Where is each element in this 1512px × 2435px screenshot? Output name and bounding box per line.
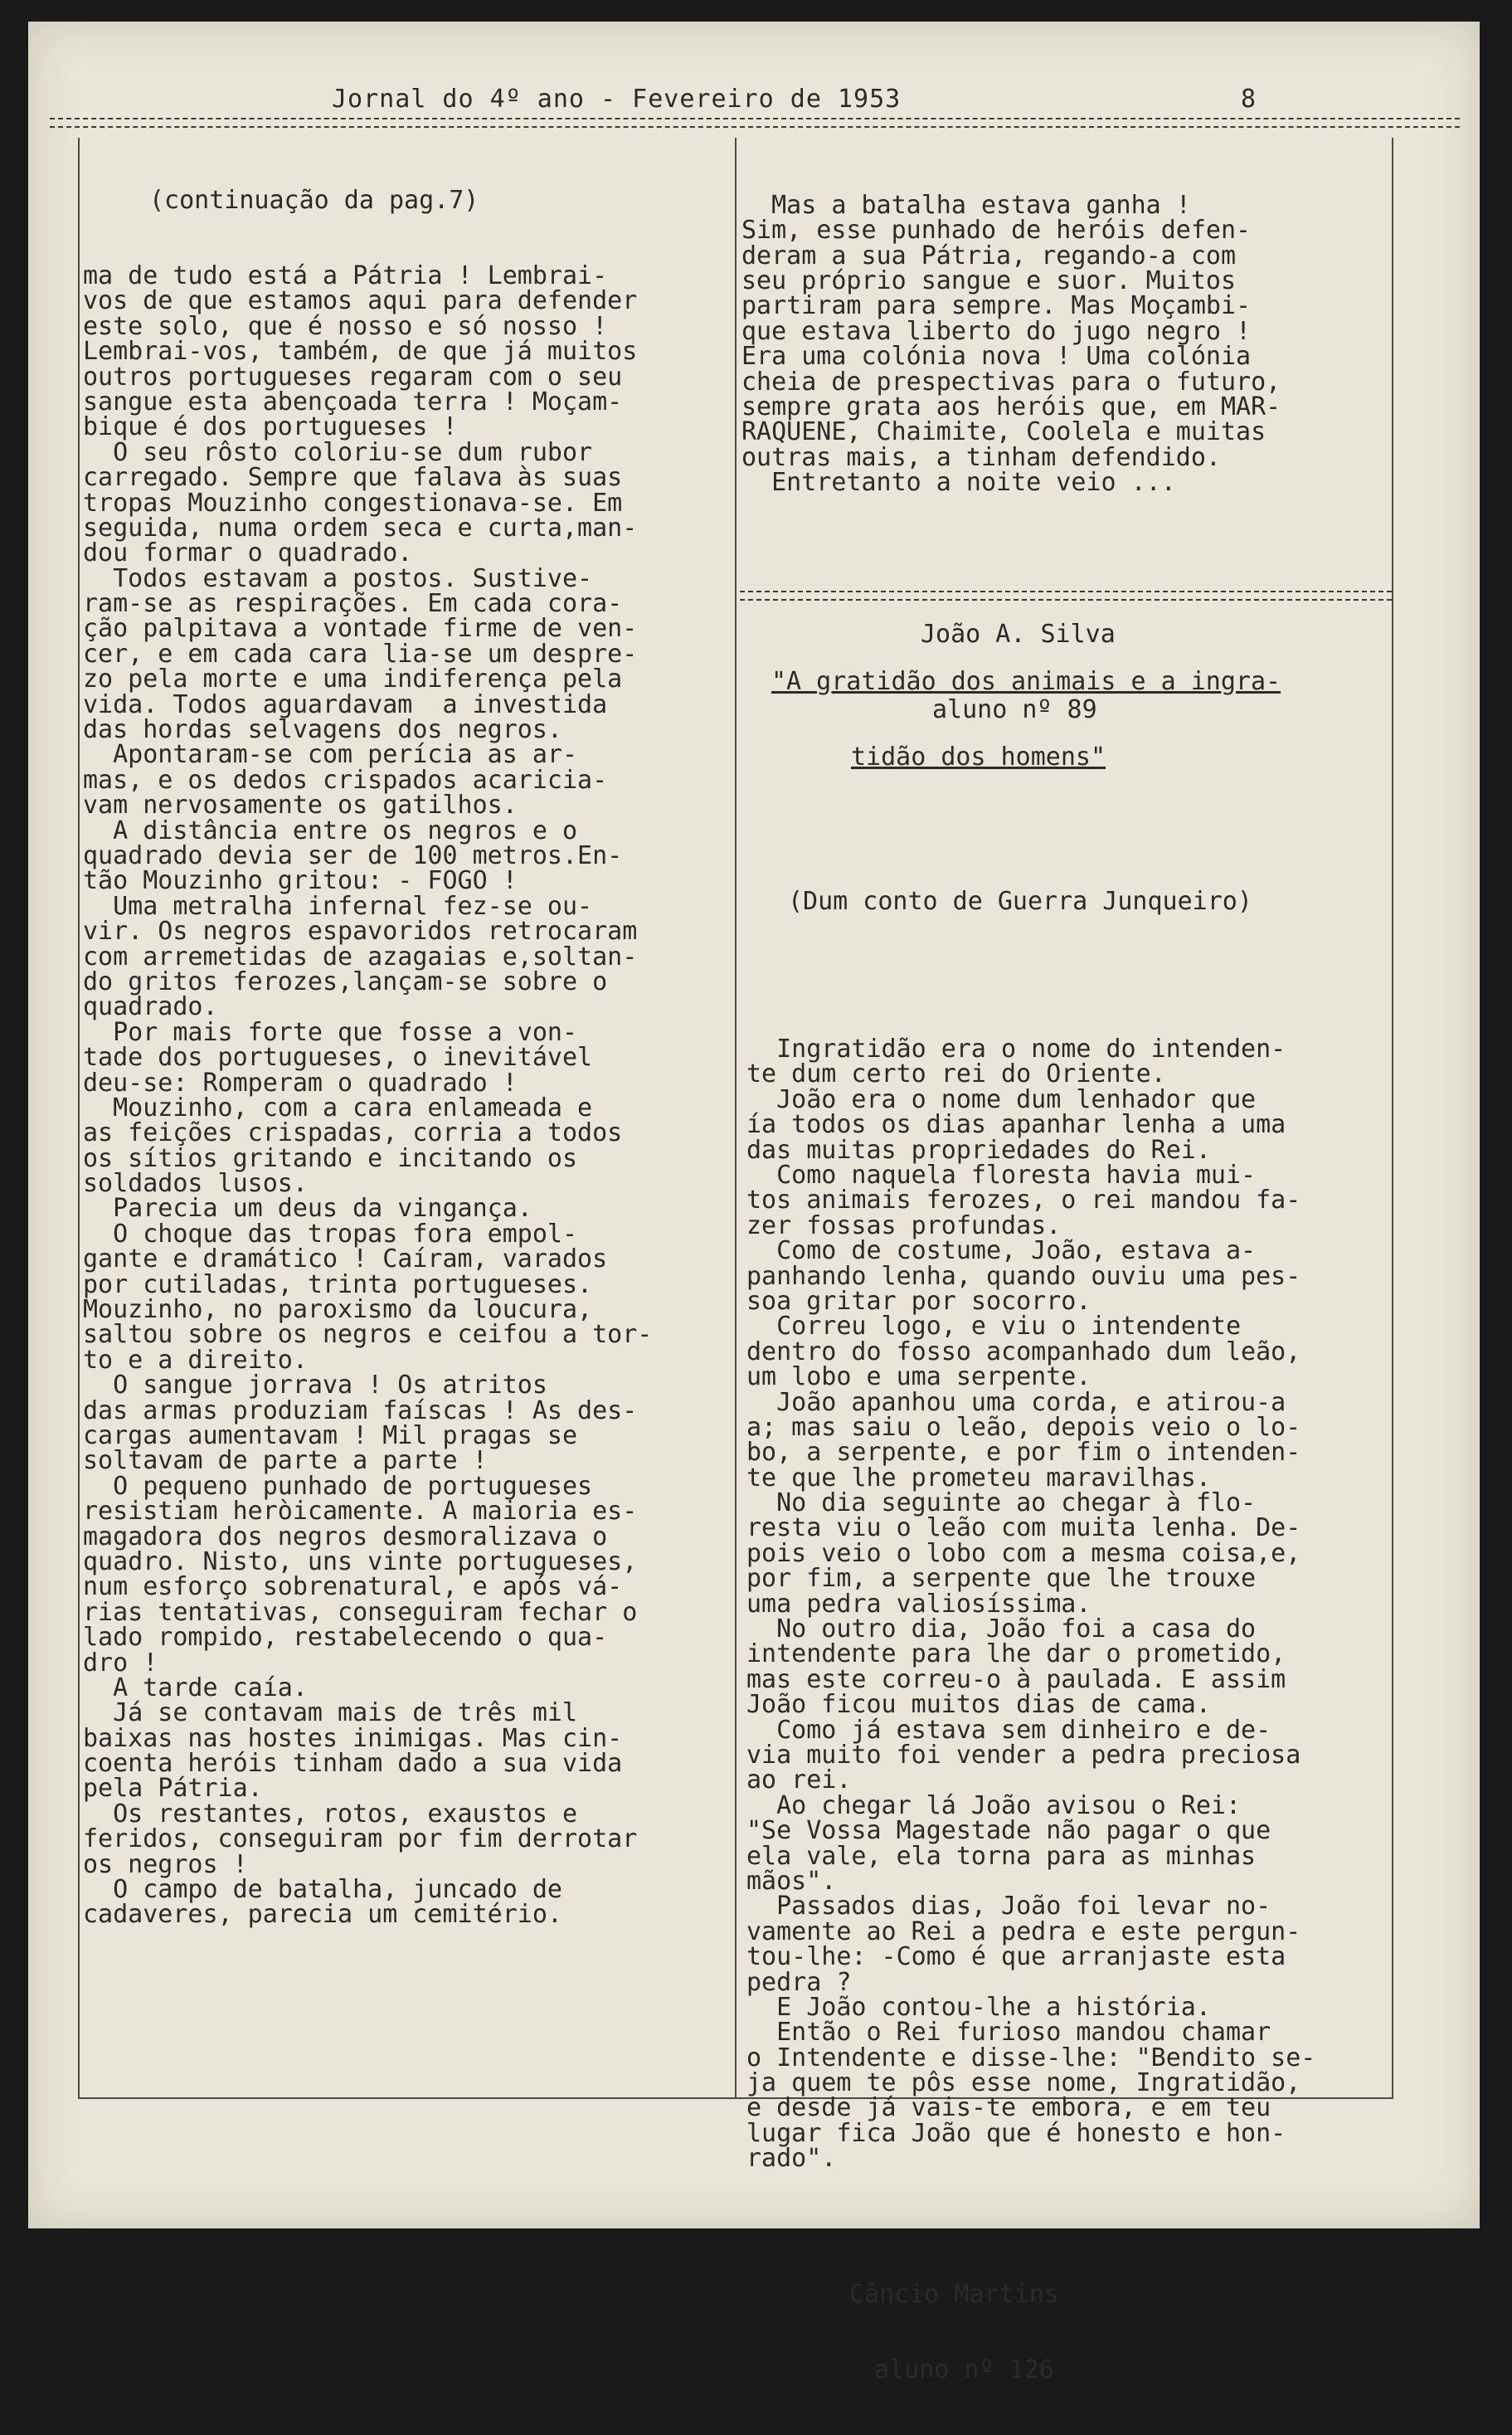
story-line: Como já estava sem dinheiro e de- [746, 1715, 1271, 1745]
page-number: 8 [1241, 85, 1257, 114]
right-top-line: outras mais, a tinham defendido. [741, 442, 1221, 472]
left-border [78, 138, 80, 2097]
story-line: soa gritar por socorro. [746, 1286, 1091, 1316]
story-line: a; mas saiu o leão, depois veio o lo- [746, 1412, 1301, 1442]
signature-name-1: João A. Silva [921, 619, 1116, 649]
left-column-line: soltavam de parte a parte ! [83, 1446, 488, 1476]
left-column-line: os negros ! [83, 1849, 248, 1879]
story-line: te que lhe prometeu maravilhas. [746, 1463, 1211, 1493]
story-line: dentro do fosso acompanhado dum leão, [746, 1337, 1301, 1366]
left-column-line: tade dos portugueses, o inevitável [83, 1043, 593, 1073]
left-column-line: soldados lusos. [83, 1169, 308, 1199]
left-column-line: magadora dos negros desmoralizava o [83, 1522, 608, 1551]
left-column-line: Lembrai-vos, também, de que já muitos [83, 337, 638, 367]
story-line: No dia seguinte ao chegar à flo- [746, 1488, 1257, 1518]
story-title-line1: "A gratidão dos animais e a ingra- [771, 666, 1281, 696]
story-line: ja quem te pôs esse nome, Ingratidão, [746, 2068, 1301, 2098]
section-divider [740, 591, 1392, 592]
left-column-line: Por mais forte que fosse a von- [83, 1017, 578, 1047]
right-bottom-article [746, 619, 1393, 2434]
story-line: ela vale, ela torna para as minhas [746, 1841, 1257, 1871]
left-column-line: ma de tudo está a Pátria ! Lembrai- [83, 261, 608, 291]
left-column-line: os sítios gritando e incitando os [83, 1143, 578, 1173]
story-line: Passados dias, João foi levar no- [746, 1892, 1271, 1921]
left-column-line: cadaveres, parecia um cemitério. [83, 1900, 562, 1930]
left-column-line: das armas produziam faíscas ! As des- [83, 1395, 638, 1425]
left-column-line: Os restantes, rotos, exaustos e [83, 1799, 578, 1829]
left-column-line: Uma metralha infernal fez-se ou- [83, 891, 593, 921]
page-header [28, 85, 1480, 126]
left-column-line: seguida, numa ordem seca e curta,man- [83, 513, 638, 543]
left-column-line: quadrado devia ser de 100 metros.En- [83, 841, 623, 870]
story-line: rado". [746, 2144, 837, 2174]
left-column-line: ção palpitava a vontade firme de ven- [83, 614, 638, 644]
left-column-line: este solo, que é nosso e só nosso ! [83, 311, 608, 341]
story-line: No outro dia, João foi a casa do [746, 1614, 1257, 1644]
continuation-note: (continuação da pag.7) [149, 185, 479, 215]
left-column-line: O choque das tropas fora empol- [83, 1219, 578, 1249]
left-column-line: carregado. Sempre que falava às suas [83, 463, 623, 493]
left-column-line: vos de que estamos aqui para defender [83, 286, 638, 316]
story-line: João ficou muitos dias de cama. [746, 1690, 1211, 1720]
left-column-line: tropas Mouzinho congestionava-se. Em [83, 488, 623, 518]
left-column-line: com arremetidas de azagaias e,soltan- [83, 942, 638, 972]
left-column-line: feridos, conseguiram por fim derrotar [83, 1824, 638, 1854]
story-line: tos animais ferozes, o rei mandou fa- [746, 1186, 1301, 1215]
story-line: vamente ao Rei a pedra e este pergun- [746, 1916, 1301, 1946]
story-line: mas este correu-o à paulada. E assim [746, 1664, 1286, 1694]
left-column-line: deu-se: Romperam o quadrado ! [83, 1068, 518, 1098]
left-column-line: cer, e em cada cara lia-se um despre- [83, 639, 638, 669]
left-column-line: das hordas selvagens dos negros. [83, 715, 562, 745]
story-line: por fim, a serpente que lhe trouxe [746, 1564, 1257, 1594]
header-rule-top [50, 118, 1460, 119]
left-column-line: sangue esta abençoada terra ! Moçam- [83, 387, 623, 416]
left-column-line: tão Mouzinho gritou: - FOGO ! [83, 866, 518, 896]
story-line: uma pedra valiosíssima. [746, 1589, 1091, 1619]
story-line: Correu logo, e viu o intendente [746, 1312, 1242, 1342]
right-top-line: Era uma colónia nova ! Uma colónia [741, 342, 1252, 372]
left-column-line: Todos estavam a postos. Sustive- [83, 563, 593, 593]
story-line: bo, a serpente, e por fim o intenden- [746, 1438, 1301, 1468]
left-column-line: Já se contavam mais de três mil [83, 1698, 578, 1728]
story-text [746, 1037, 1393, 2172]
story-line: zer fossas profundas. [746, 1210, 1062, 1240]
story-line: um lobo e uma serpente. [746, 1362, 1091, 1392]
story-line: tou-lhe: -Como é que arranjaste esta [746, 1942, 1286, 1972]
right-top-line: que estava liberto do jugo negro ! [741, 316, 1252, 346]
story-line: "Se Vossa Magestade não pagar o que [746, 1816, 1271, 1846]
left-column-line: O seu rôsto coloriu-se dum rubor [83, 437, 593, 467]
story-line: intendente para lhe dar o prometido, [746, 1639, 1286, 1669]
right-top-line: Entretanto a noite veio ... [741, 468, 1176, 498]
right-top-line: cheia de prespectivas para o futuro, [741, 367, 1281, 397]
left-column-line: rias tentativas, conseguiram fechar o [83, 1597, 638, 1627]
story-line: mãos". [746, 1866, 837, 1896]
left-column-line: Mouzinho, com a cara enlameada e [83, 1093, 593, 1123]
left-column-line: vam nervosamente os gatilhos. [83, 791, 518, 821]
right-top-line: sempre grata aos heróis que, em MAR- [741, 392, 1281, 421]
signature-number-2: aluno nº 126 [874, 2355, 1054, 2385]
story-line: Então o Rei furioso mandou chamar [746, 2018, 1271, 2048]
story-line: das muitas propriedades do Rei. [746, 1135, 1211, 1165]
left-column-line: A distância entre os negros e o [83, 816, 578, 845]
left-column-line: mas, e os dedos crispados acaricia- [83, 765, 608, 795]
left-column-line: to e a direito. [83, 1345, 308, 1375]
story-line: pois veio o lobo com a mesma coisa,e, [746, 1538, 1301, 1568]
signature-number-1: aluno nº 89 [932, 694, 1097, 724]
left-column-line: lado rompido, restabelecendo o qua- [83, 1623, 608, 1653]
header-rule-bottom [50, 126, 1460, 128]
left-column-line: O sangue jorrava ! Os atritos [83, 1371, 547, 1400]
left-column-line: cargas aumentavam ! Mil pragas se [83, 1420, 578, 1450]
left-column-line: dro ! [83, 1648, 158, 1678]
left-column-line: vida. Todos aguardavam a investida [83, 689, 608, 719]
story-line: pedra ? [746, 1967, 852, 1997]
center-divider [735, 138, 737, 2097]
story-line: o Intendente e disse-lhe: "Bendito se- [746, 2043, 1316, 2072]
left-column-line: A tarde caía. [83, 1673, 308, 1702]
left-column-line: do gritos ferozes,lançam-se sobre o [83, 967, 608, 996]
left-column-line: baixas nas hostes inimigas. Mas cin- [83, 1723, 623, 1753]
story-line: panhando lenha, quando ouviu uma pes- [746, 1261, 1301, 1291]
left-column-line: coenta heróis tinham dado a sua vida [83, 1749, 623, 1779]
right-top-text [741, 190, 1388, 498]
story-line: Ingratidão era o nome do intenden- [746, 1035, 1286, 1064]
right-top-line: deram a sua Pátria, regando-a com [741, 241, 1237, 270]
left-column-line: Apontaram-se com perícia as ar- [83, 740, 578, 770]
left-column-line: O pequeno punhado de portugueses [83, 1471, 593, 1501]
left-column [83, 138, 730, 1979]
story-line: E João contou-lhe a história. [746, 1992, 1211, 2022]
left-column-line: vir. Os negros espavoridos retrocaram [83, 917, 638, 947]
story-line: e desde já vais-te embora, e em teu [746, 2093, 1271, 2123]
left-column-line: O campo de batalha, juncado de [83, 1875, 562, 1905]
left-column-line: zo pela morte e uma indiferença pela [83, 665, 623, 694]
page-title: Jornal do 4º ano - Fevereiro de 1953 [332, 85, 902, 114]
story-line: ao rei. [746, 1765, 852, 1795]
right-top-line: partiram para sempre. Mas Moçambi- [741, 291, 1252, 321]
left-column-line: dou formar o quadrado. [83, 538, 413, 568]
story-line: Como naquela floresta havia mui- [746, 1161, 1257, 1190]
story-line: te dum certo rei do Oriente. [746, 1059, 1166, 1089]
left-column-line: Parecia um deus da vingança. [83, 1194, 532, 1224]
signature-name-2: Câncio Martins [849, 2280, 1059, 2310]
story-line: ía todos os dias apanhar lenha a uma [746, 1110, 1286, 1140]
story-line: João apanhou uma corda, e atirou-a [746, 1387, 1286, 1417]
right-top-line: seu próprio sangue e suor. Muitos [741, 265, 1237, 295]
story-line: via muito foi vender a pedra preciosa [746, 1740, 1301, 1770]
left-column-text [83, 261, 730, 1930]
story-title-line2: tidão dos homens" [851, 743, 1106, 772]
left-column-line: Mouzinho, no paroxismo da loucura, [83, 1295, 593, 1325]
left-column-line: ram-se as respirações. Em cada cora- [83, 589, 623, 619]
left-column-line: resistiam heròicamente. A maioria es- [83, 1497, 638, 1527]
story-line: João era o nome dum lenhador que [746, 1084, 1257, 1114]
story-line: Ao chegar lá João avisou o Rei: [746, 1790, 1242, 1820]
left-column-line: quadro. Nisto, uns vinte portugueses, [83, 1546, 638, 1576]
story-line: resta viu o leão com muita lenha. De- [746, 1513, 1301, 1543]
newspaper-page [28, 22, 1480, 2385]
story-line: lugar fica João que é honesto e hon- [746, 2118, 1286, 2148]
left-column-line: pela Pátria. [83, 1774, 263, 1804]
right-top-line: RAQUENE, Chaimite, Coolela e muitas [741, 417, 1266, 447]
story-line: Como de costume, João, estava a- [746, 1236, 1257, 1266]
left-column-line: por cutiladas, trinta portugueses. [83, 1269, 593, 1299]
left-column-line: as feições crispadas, corria a todos [83, 1118, 623, 1148]
left-column-line: outros portugueses regaram com o seu [83, 362, 623, 392]
left-column-line: gante e dramático ! Caíram, varados [83, 1244, 608, 1274]
left-column-line: saltou sobre os negros e ceifou a tor- [83, 1320, 653, 1350]
left-column-line: num esforço sobrenatural, e após vá- [83, 1572, 623, 1602]
left-column-line: quadrado. [83, 992, 218, 1022]
story-subtitle: (Dum conto de Guerra Junqueiro) [788, 887, 1252, 917]
section-divider-2 [740, 599, 1392, 601]
left-column-line: bique é dos portugueses ! [83, 412, 458, 442]
right-top-line: Sim, esse punhado de heróis defen- [741, 216, 1252, 246]
right-top-line: Mas a batalha estava ganha ! [741, 190, 1191, 220]
